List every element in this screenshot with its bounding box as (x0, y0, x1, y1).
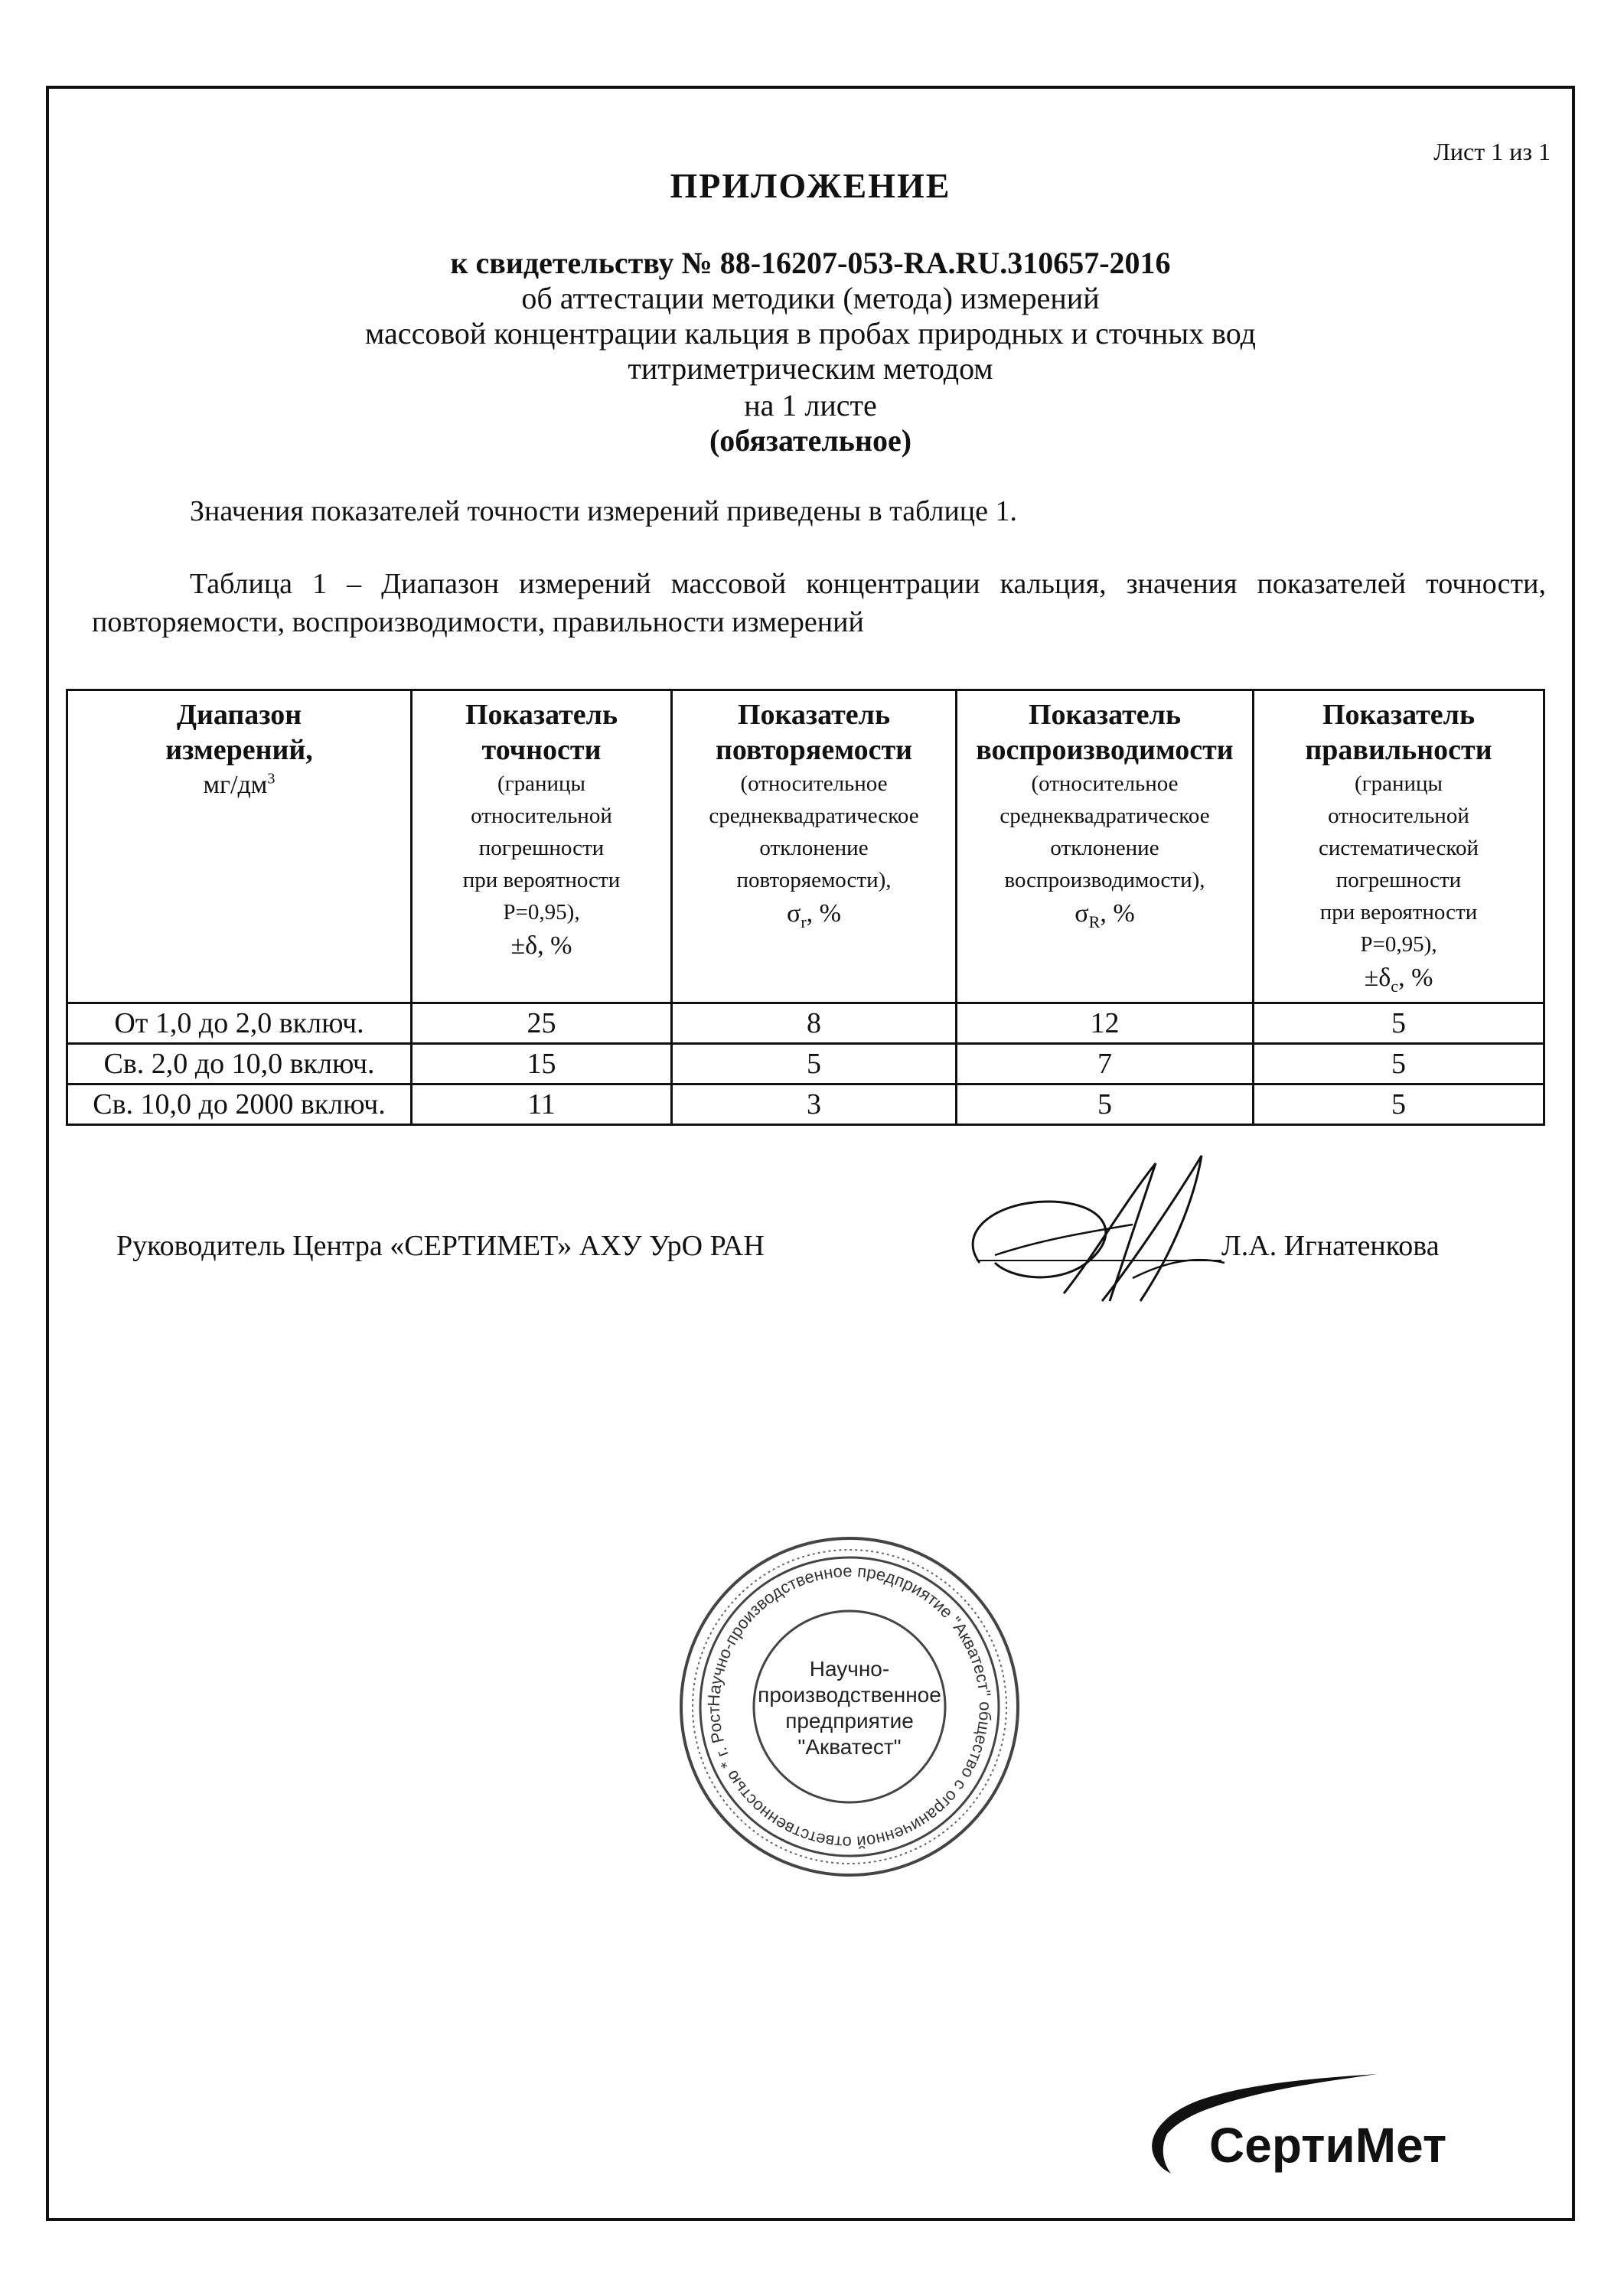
cell-range: Св. 2,0 до 10,0 включ. (67, 1044, 412, 1084)
stamp-graphic (673, 1531, 1026, 1883)
header-reproducibility: Показатель воспроизводимости (относительное среднеквадратическое отклонение воспроизводимости), $\sigma_R$, % (957, 690, 1254, 1003)
header-repeatability: Показатель повторяемости (относительное среднеквадратическое отклонение повторяемости), $\sigma_r$, % (672, 690, 957, 1003)
stamp-center-line: "Акватест" (797, 1735, 902, 1759)
cell-trueness: 5 (1254, 1084, 1544, 1125)
accuracy-table (66, 689, 1545, 1126)
cell-reproducibility: 5 (957, 1084, 1254, 1125)
cell-range: От 1,0 до 2,0 включ. (67, 1003, 412, 1044)
cell-trueness: 5 (1254, 1003, 1544, 1044)
cell-reproducibility: 7 (957, 1044, 1254, 1084)
subtitle-line-3: титриметрическим методом (628, 351, 993, 386)
cell-trueness: 5 (1254, 1044, 1544, 1084)
cell-range: Св. 10,0 до 2000 включ. (67, 1084, 412, 1125)
intro-paragraph: Значения показателей точности измерений приведены в таблице 1. (190, 495, 1017, 527)
cell-repeatability: 5 (672, 1044, 957, 1084)
document-title: ПРИЛОЖЕНИЕ (670, 166, 951, 205)
cell-accuracy: 25 (412, 1003, 672, 1044)
subtitle-line-2: массовой концентрации кальция в пробах природных и сточных вод (365, 316, 1256, 351)
table-row (67, 1003, 1544, 1044)
cell-repeatability: 3 (672, 1084, 957, 1125)
sheet-number: Лист 1 из 1 (1433, 138, 1551, 165)
header-trueness: Показатель правильности (границы относительной систематической погрешности при вероятности Р=0,95), $\pm\delta_с$, % (1254, 690, 1544, 1003)
header-accuracy: Показатель точности (границы относительной погрешности при вероятности Р=0,95), ±δ, % (412, 690, 672, 1003)
logo-graphic (1125, 2066, 1477, 2181)
mandatory-label: (обязательное) (709, 423, 912, 458)
sheet-count: на 1 листе (744, 388, 877, 422)
certificate-number: к свидетельству № 88-16207-053-RA.RU.310657-2016 (450, 246, 1171, 280)
cell-reproducibility: 12 (957, 1003, 1254, 1044)
signatory-name: Л.А. Игнатенкова (1221, 1230, 1440, 1262)
stamp-center-line: Научно- (809, 1657, 890, 1681)
cell-repeatability: 8 (672, 1003, 957, 1044)
cell-accuracy: 11 (412, 1084, 672, 1125)
table-row (67, 1044, 1544, 1084)
handwritten-signature (949, 1148, 1270, 1324)
organization-stamp (673, 1531, 1026, 1883)
header-range: Диапазон измерений, $мг/дм^3$ (67, 690, 412, 1003)
table-header-row (67, 690, 1544, 1003)
stamp-ring-text: Научно-производственное предприятие "Акватест" общество с ограниченной ответственностью * г. Рост (703, 1561, 996, 1853)
stamp-center-line: предприятие (785, 1709, 914, 1733)
table-caption: Таблица 1 – Диапазон измерений массовой концентрации кальция, значения показателей точности, повторяемости, воспроизводимости, правильности измерений (92, 568, 1546, 638)
logo-text: СертиМет (1209, 2118, 1447, 2173)
sertimet-logo (1125, 2066, 1477, 2181)
cell-accuracy: 15 (412, 1044, 672, 1084)
subtitle-line-1: об аттестации методики (метода) измерений (521, 281, 1100, 315)
stamp-center-line: производственное (758, 1683, 941, 1707)
signatory-position: Руководитель Центра «СЕРТИМЕТ» АХУ УрО РАН (116, 1230, 765, 1262)
table-row (67, 1084, 1544, 1125)
